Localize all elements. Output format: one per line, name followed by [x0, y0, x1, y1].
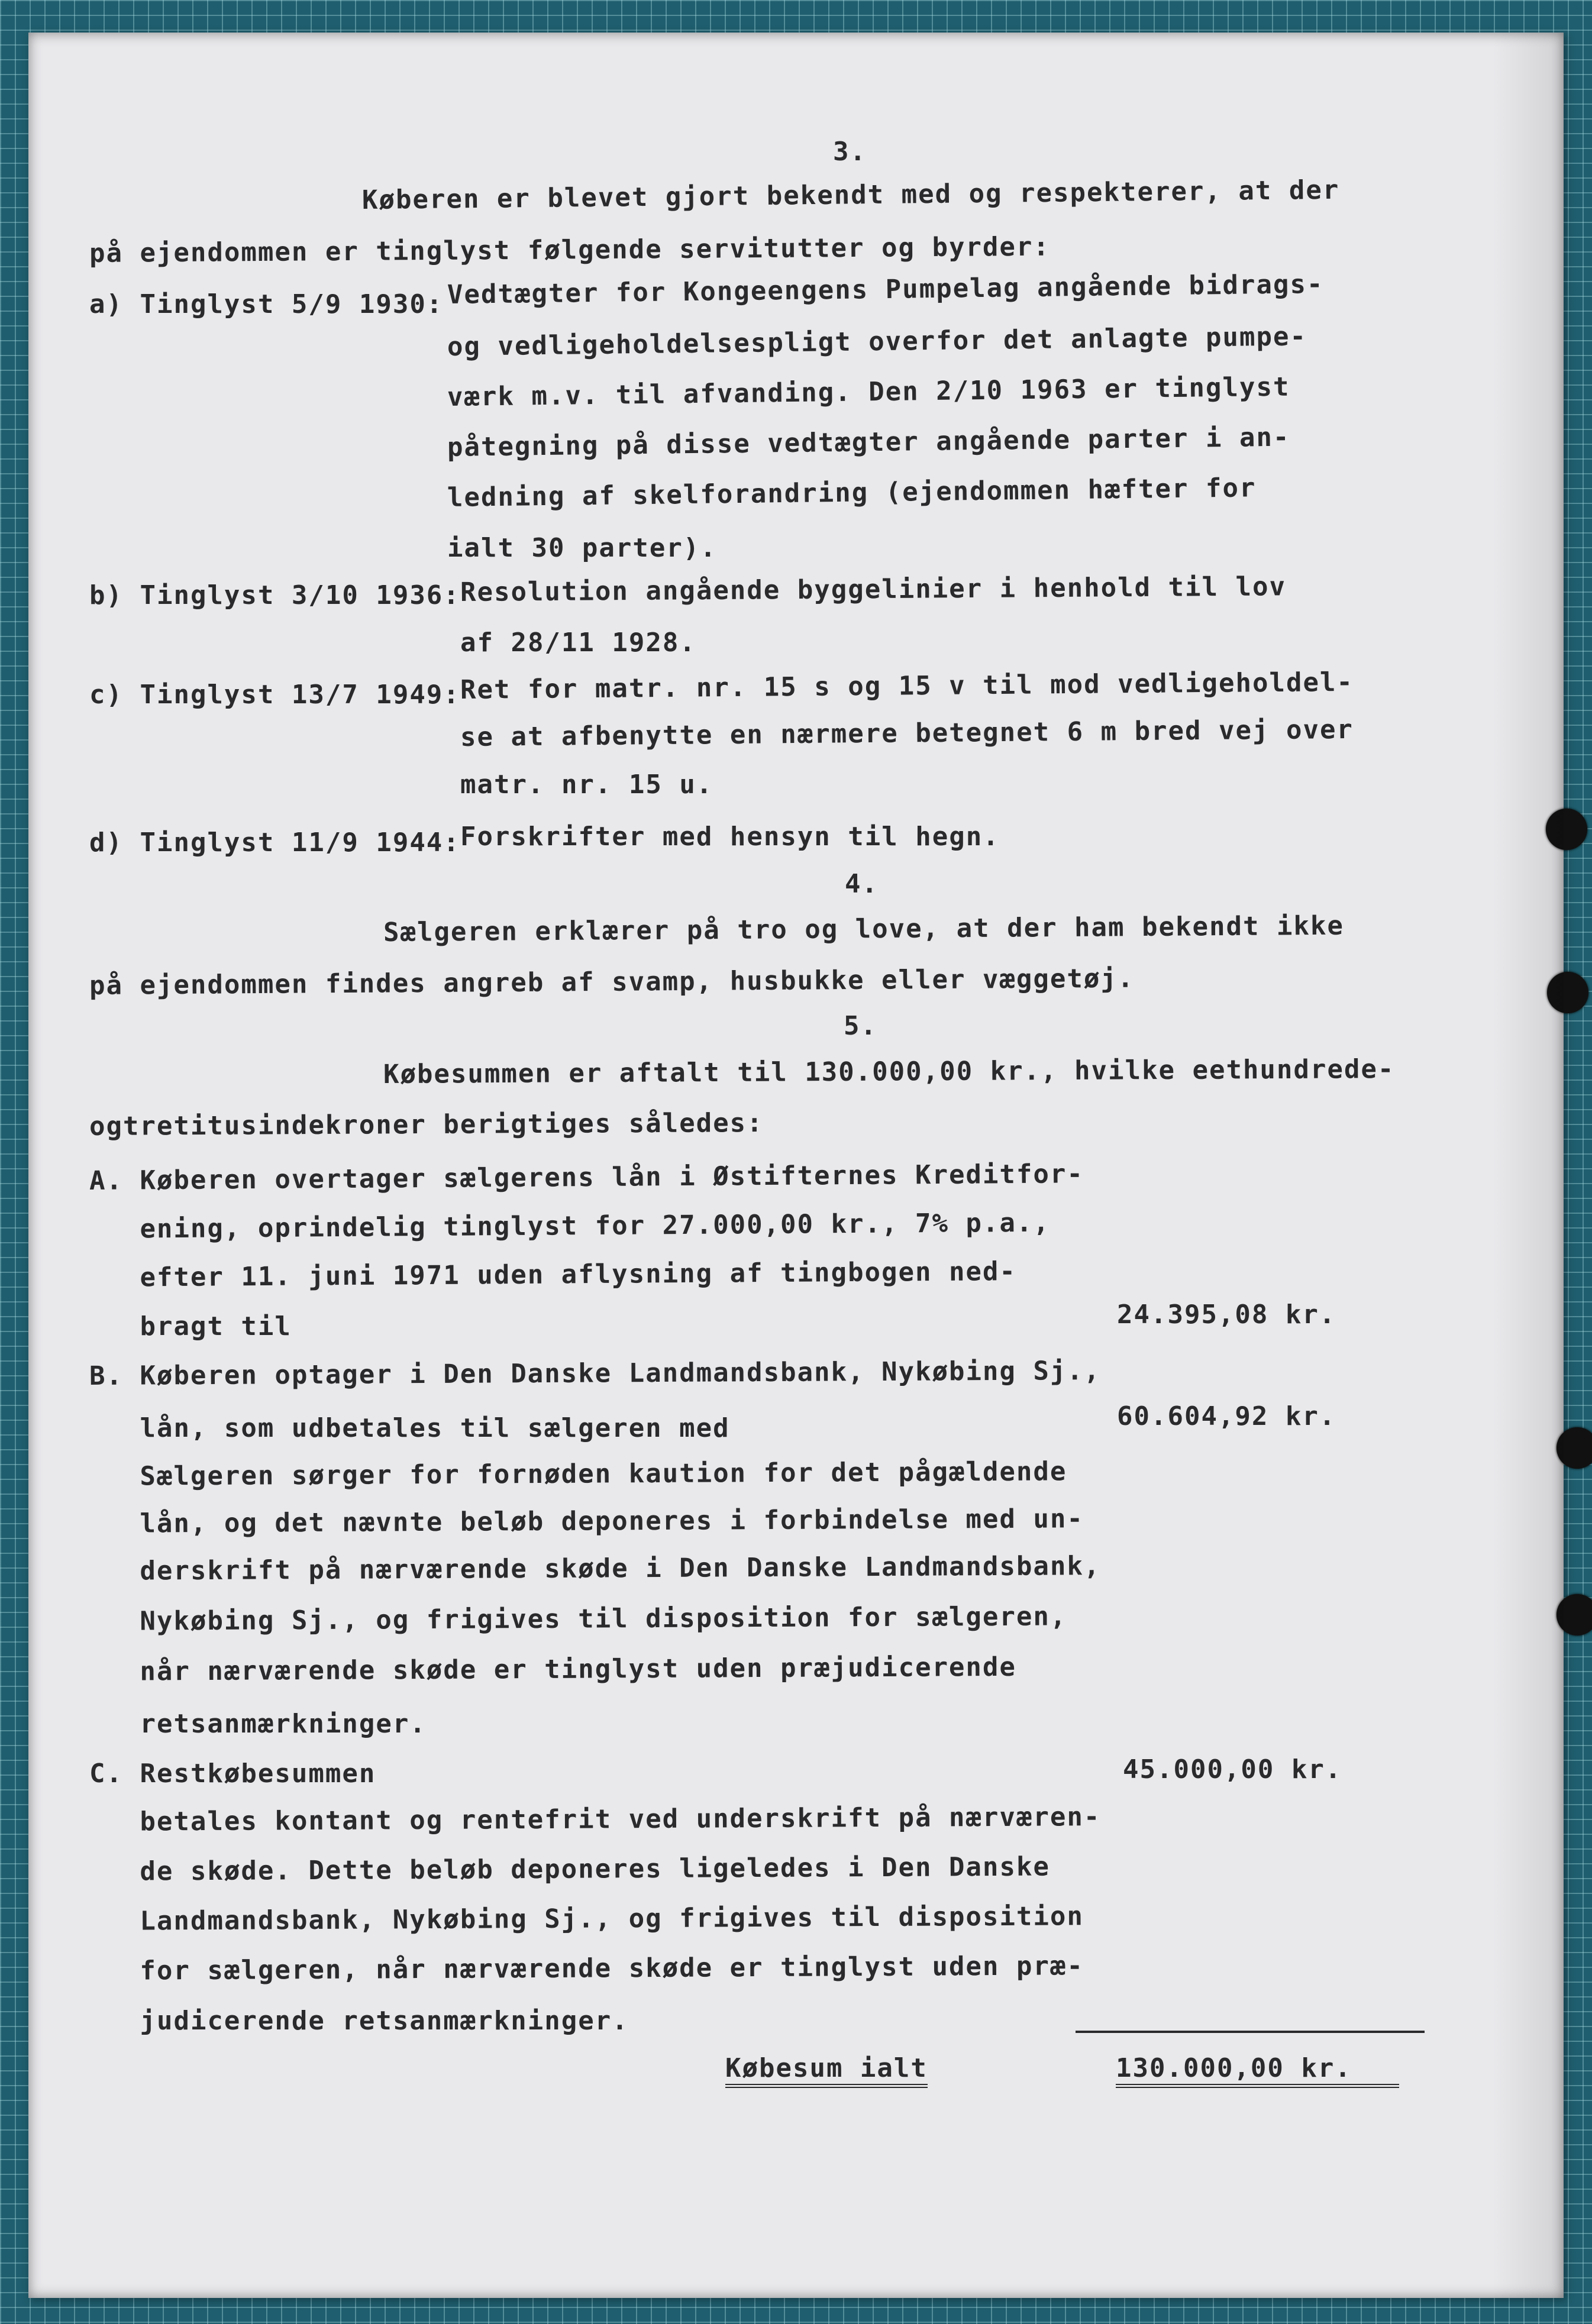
section-4-line-1: Sælgeren erklærer på tro og love, at der ham bekendt ikke [383, 910, 1345, 948]
punch-hole [1557, 1594, 1592, 1635]
document-page [28, 33, 1564, 2298]
payment-b-line: retsanmærkninger. [89, 1709, 427, 1739]
payment-a-line: bragt til [89, 1311, 292, 1342]
section-3-intro-line-1: Køberen er blevet gjort bekendt med og respekterer, at der [361, 174, 1340, 215]
total-label: Købesum ialt [725, 2055, 928, 2088]
payment-b-amount: 60.604,92 kr. [1117, 1401, 1336, 1431]
payment-a-amount: 24.395,08 kr. [1117, 1300, 1336, 1330]
payment-b-line: lån, som udbetales til sælgeren med [89, 1413, 730, 1443]
payment-b-line: Sælgeren sørger for fornøden kaution for det pågældende [89, 1456, 1067, 1492]
punch-hole [1546, 809, 1587, 850]
payment-b-line: lån, og det nævnte beløb deponeres i forbindelse med un- [89, 1504, 1084, 1539]
payment-c-line: C. Restkøbesummen [89, 1759, 376, 1789]
section-5-line-2: ogtretitusindekroner berigtiges således: [89, 1108, 764, 1142]
payment-b-line: Nykøbing Sj., og frigives til disposition for sælgeren, [89, 1601, 1067, 1637]
total-amount: 130.000,00 kr. [1116, 2055, 1399, 2088]
punch-hole [1557, 1427, 1592, 1469]
servitude-a-line: værk m.v. til afvanding. Den 2/10 1963 er tinglyst [447, 371, 1290, 412]
servitude-b-line: af 28/11 1928. [460, 628, 696, 658]
servitude-a-line: Vedtægter for Kongeengens Pumpelag angående bidrags- [447, 269, 1324, 310]
servitude-c-line: se at afbenytte en nærmere betegnet 6 m bred vej over [460, 714, 1354, 752]
payment-b-line: når nærværende skøde er tinglyst uden præjudicerende [89, 1651, 1017, 1687]
payment-c-line: Landmandsbank, Nykøbing Sj., og frigives til disposition [89, 1901, 1084, 1937]
servitude-a-label: a) Tinglyst 5/9 1930: [89, 289, 444, 319]
section-4-line-2: på ejendommen findes angreb af svamp, husbukke eller væggetøj. [89, 963, 1135, 1001]
servitude-a-line: og vedligeholdelsespligt overfor det anlagte pumpe- [447, 321, 1307, 362]
servitude-c-line: matr. nr. 15 u. [460, 770, 713, 800]
servitude-b-label: b) Tinglyst 3/10 1936: [89, 580, 460, 610]
servitude-c-line: Ret for matr. nr. 15 s og 15 v til mod vedligeholdel- [460, 667, 1354, 705]
payment-c-line: for sælgeren, når nærværende skøde er tinglyst uden præ- [89, 1951, 1084, 1986]
servitude-a-line: ledning af skelforandring (ejendommen hæfter for [447, 473, 1257, 513]
section-5-number: 5. [844, 1011, 877, 1041]
servitude-c-label: c) Tinglyst 13/7 1949: [89, 680, 460, 710]
payment-a-line: A. Køberen overtager sælgerens lån i Østifternes Kreditfor- [89, 1159, 1084, 1196]
payment-c-amount: 45.000,00 kr. [1123, 1754, 1342, 1785]
servitude-a-line: ialt 30 parter). [447, 533, 717, 563]
payment-a-line: ening, oprindelig tinglyst for 27.000,00 kr., 7% p.a., [89, 1207, 1051, 1245]
servitude-d-line: Forskrifter med hensyn til hegn. [460, 822, 1000, 852]
punch-hole [1547, 972, 1588, 1013]
section-3-intro-line-2: på ejendommen er tinglyst følgende servitutter og byrder: [89, 231, 1051, 269]
payment-a-line: efter 11. juni 1971 uden aflysning af tingbogen ned- [89, 1256, 1017, 1293]
section-3-number: 3. [833, 137, 867, 167]
servitude-b-line: Resolution angående byggelinier i henhold til lov [460, 571, 1287, 607]
payment-b-line: derskrift på nærværende skøde i Den Danske Landmandsbank, [89, 1551, 1101, 1586]
total-rule [1076, 2031, 1425, 2033]
section-4-number: 4. [845, 869, 879, 899]
payment-c-line: judicerende retsanmærkninger. [89, 2006, 629, 2036]
servitude-d-label: d) Tinglyst 11/9 1944: [89, 828, 460, 858]
section-5-line-1: Købesummen er aftalt til 130.000,00 kr., hvilke eethundrede- [383, 1054, 1395, 1090]
payment-c-line: de skøde. Dette beløb deponeres ligeledes i Den Danske [89, 1851, 1051, 1887]
payment-c-line: betales kontant og rentefrit ved underskrift på nærværen- [89, 1802, 1101, 1837]
servitude-a-line: påtegning på disse vedtægter angående parter i an- [447, 422, 1290, 463]
payment-b-line: B. Køberen optager i Den Danske Landmandsbank, Nykøbing Sj., [89, 1356, 1101, 1391]
